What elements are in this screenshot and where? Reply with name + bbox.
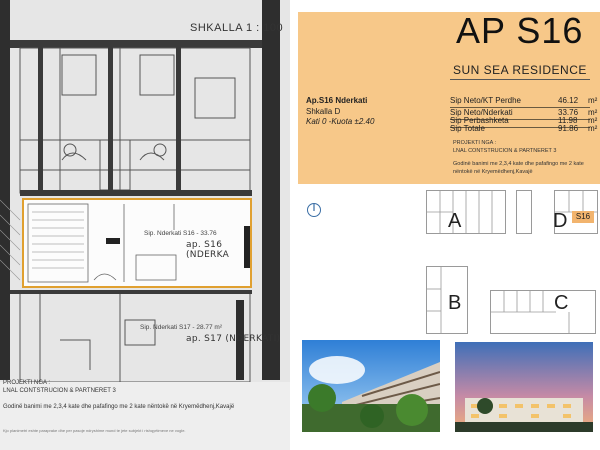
- block-c: [490, 290, 596, 334]
- block-c-label: C: [554, 292, 569, 314]
- divider: [450, 79, 590, 80]
- building-render-dusk: [455, 342, 593, 432]
- scale-label: SHKALLA 1 : 100: [190, 22, 284, 34]
- plan-footer-project: PROJEKTI NGA :: [3, 380, 51, 386]
- compass-icon: [306, 202, 322, 218]
- building-description: Godinë banimi me 2,3,4 kate dhe pafafingo me 2 kate nëntokë në Kryemëdhenj,Kavajë: [453, 161, 584, 175]
- s16-room-name: ap. S16 (NDERKA: [186, 240, 230, 260]
- block-a: [426, 190, 506, 234]
- apartment-info-panel: AP S16 SUN SEA RESIDENCE Ap.S16 Nderkati Shkalla D Kati 0 -Kuota ±2.40 Sip Neto/KT Perdhe 46.12 m² Sip Neto/Nderkati 33.76 m² Sip Perbashketa 11.98 m² Sip Totale 91.86 m² PROJEKTI NGA : LNAL CONTSTRUCION & PARTNERET 3 Godinë banimi me 2,3,4 kate dhe pafafingo me 2 kate nëntokë në Kryemëdhenj,Kavajë: [298, 12, 600, 184]
- block-separate: [516, 190, 532, 234]
- apartment-name: Ap.S16 Nderkati: [306, 96, 368, 105]
- residence-name: SUN SEA RESIDENCE: [453, 63, 587, 77]
- floor-level: Kati 0 -Kuota ±2.40: [306, 117, 375, 126]
- apartment-title: AP S16: [456, 10, 584, 51]
- block-a-label: A: [448, 210, 462, 232]
- building-render-day: [302, 340, 440, 432]
- staircase-label: Shkalla D: [306, 107, 341, 116]
- block-a-grid: [427, 191, 505, 233]
- company-name: LNAL CONTSTRUCION & PARTNERET 3: [453, 148, 557, 154]
- plan-footer-company: LNAL CONTSTRUCION & PARTNERET 3: [3, 388, 116, 394]
- plan-footer-note: Kjo planimetri eshte paraprake dhe per pasoje ndryshime mund te jete subjekt i rishqyrtimeve ne vogle.: [3, 428, 186, 433]
- project-by-label: PROJEKTI NGA :: [453, 140, 497, 146]
- block-d-label: D: [553, 210, 568, 232]
- render-day-drawing: [302, 340, 440, 432]
- s16-location-tag: S16: [572, 211, 594, 223]
- s17-area-label: Sip. Nderkati S17 - 28.77 m²: [140, 324, 223, 331]
- s17-room-name: ap. S17 (NDERKATI): [186, 334, 281, 344]
- block-b: [426, 266, 468, 334]
- floor-plan-panel: [0, 0, 290, 450]
- block-c-grid: [491, 291, 595, 333]
- block-b-label: B: [448, 292, 462, 314]
- render-dusk-drawing: [455, 342, 593, 432]
- apartment-s16-highlight: [22, 198, 252, 288]
- s16-area-label: Sip. Nderkati S16 - 33.76: [144, 230, 217, 237]
- plan-footer-building: Godinë banimi me 2,3,4 kate dhe pafafingo me 2 kate nëntokë në Kryemëdhenj,Kavajë: [3, 404, 235, 410]
